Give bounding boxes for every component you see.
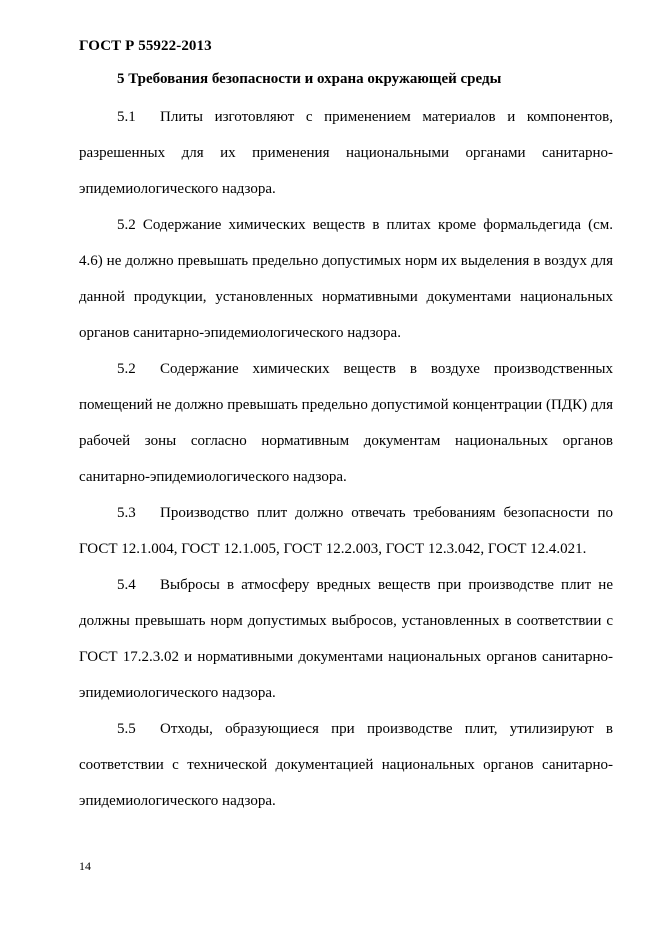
paragraph-text: Отходы, образующиеся при производстве плит, утилизируют в соответствии с технической документацией национальных органов санитарно-эпидемиологического надзора.: [79, 721, 613, 809]
section-title: 5 Требования безопасности и охрана окружающей среды: [117, 71, 502, 87]
paragraph-5-5: [79, 711, 613, 819]
paragraph-text: Выбросы в атмосферу вредных веществ при производстве плит не должны превышать норм допустимых выбросов, установленных в соответствии с ГОСТ 17.2.3.02 и нормативными документами национальных органов санитарно-эпидемиологического надзора.: [79, 577, 613, 701]
paragraph-number: 5.4: [117, 577, 136, 593]
document-code-header: ГОСТ Р 55922-2013: [79, 38, 212, 54]
paragraph-number: 5.5: [117, 721, 136, 737]
paragraph-text: Производство плит должно отвечать требованиям безопасности по ГОСТ 12.1.004, ГОСТ 12.1.005, ГОСТ 12.2.003, ГОСТ 12.3.042, ГОСТ 12.4.021.: [79, 505, 613, 557]
paragraph-5-4: [79, 567, 613, 711]
paragraph-text: 5.2 Содержание химических веществ в плитах кроме формальдегида (см. 4.6) не должно превышать предельно допустимых норм их выделения в воздух для данной продукции, установленных нормативными документами национальных органов санитарно-эпидемиологического надзора.: [79, 217, 613, 341]
paragraph-text: Плиты изготовляют с применением материалов и компонентов, разрешенных для их применения национальными органами санитарно-эпидемиологического надзора.: [79, 109, 613, 197]
paragraph-5-1: [79, 99, 613, 207]
paragraph-number: 5.1: [117, 109, 136, 125]
page-number: 14: [79, 859, 91, 873]
section-body: [79, 99, 613, 819]
paragraph-5-2-chemicals-in-panels: [79, 207, 613, 351]
paragraph-text: Содержание химических веществ в воздухе производственных помещений не должно превышать предельно допустимой концентрации (ПДК) для рабочей зоны согласно нормативным документам национальных органов санитарно-эпидемиологического надзора.: [79, 361, 613, 485]
paragraph-number: 5.2: [117, 361, 136, 377]
paragraph-number: 5.3: [117, 505, 136, 521]
paragraph-5-3: [79, 495, 613, 567]
paragraph-5-2-workplace-air: [79, 351, 613, 495]
